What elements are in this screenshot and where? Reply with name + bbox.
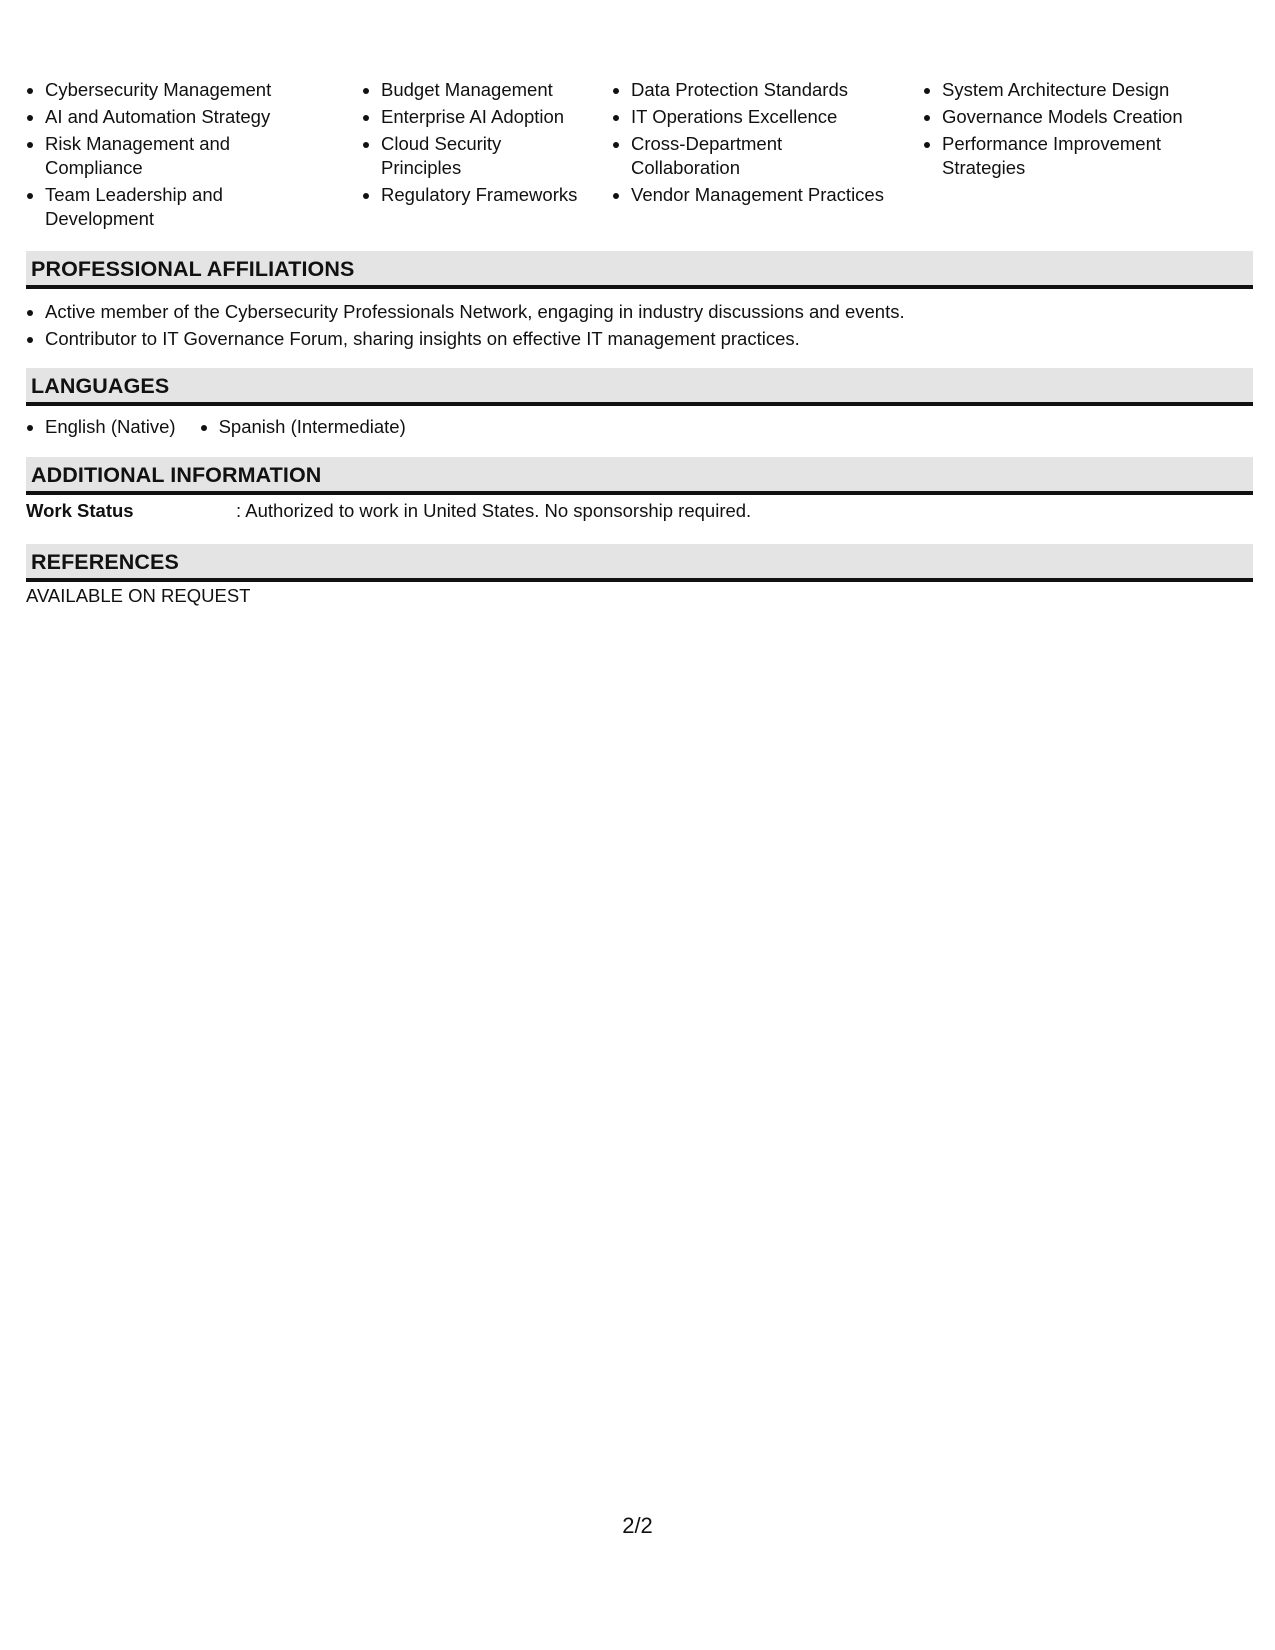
skill-item: System Architecture Design: [923, 78, 1243, 102]
skill-item: IT Operations Excellence: [612, 105, 912, 129]
skill-item: Data Protection Standards: [612, 78, 912, 102]
skills-grid: [26, 78, 1253, 238]
list-item: Active member of the Cybersecurity Professionals Network, engaging in industry discussions and events.: [26, 300, 1253, 324]
skill-item: Budget Management: [362, 78, 582, 102]
section-header-affiliations: [26, 251, 1253, 289]
languages-list: [26, 415, 430, 442]
section-title: LANGUAGES: [31, 374, 170, 398]
skill-item: Cloud Security Principles: [362, 132, 511, 180]
work-status-value: : Authorized to work in United States. No sponsorship required.: [236, 500, 752, 521]
skill-item: Risk Management and Compliance: [26, 132, 245, 180]
references-text: AVAILABLE ON REQUEST: [26, 585, 251, 606]
skills-column-1: [26, 78, 326, 234]
list-item: Contributor to IT Governance Forum, sharing insights on effective IT management practices.: [26, 327, 1253, 351]
skills-column-4: [923, 78, 1243, 183]
page-number: 2/2: [622, 1513, 653, 1538]
skill-item: Enterprise AI Adoption: [362, 105, 582, 129]
skill-item: Governance Models Creation: [923, 105, 1243, 129]
skill-item: Vendor Management Practices: [612, 183, 912, 207]
skill-item: Cybersecurity Management: [26, 78, 326, 102]
section-header-references: [26, 544, 1253, 582]
skills-column-3: [612, 78, 912, 210]
list-item: Spanish (Intermediate): [200, 415, 406, 439]
affiliations-list: [26, 300, 1253, 354]
section-header-additional-info: [26, 457, 1253, 495]
section-title: REFERENCES: [31, 550, 179, 574]
list-item: English (Native): [26, 415, 176, 439]
skill-item: Cross-Department Collaboration: [612, 132, 791, 180]
skill-item: Regulatory Frameworks: [362, 183, 582, 207]
section-title: PROFESSIONAL AFFILIATIONS: [31, 257, 355, 281]
section-header-languages: [26, 368, 1253, 406]
skill-item: AI and Automation Strategy: [26, 105, 326, 129]
skills-column-2: [362, 78, 582, 210]
skill-item: Team Leadership and Development: [26, 183, 245, 231]
work-status-label: Work Status: [26, 500, 134, 521]
section-title: ADDITIONAL INFORMATION: [31, 463, 322, 487]
skill-item: Performance Improvement Strategies: [923, 132, 1192, 180]
